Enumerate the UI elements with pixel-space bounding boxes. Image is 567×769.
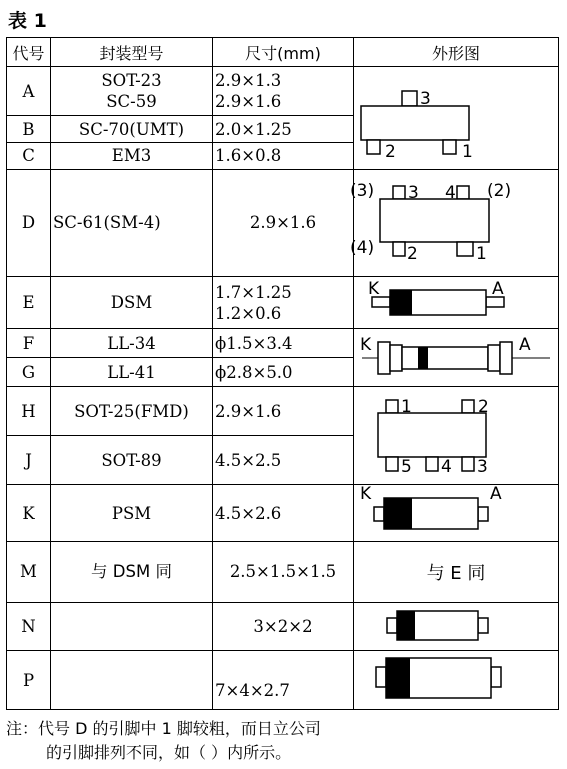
pin-label: 2 (407, 243, 418, 264)
lead (478, 507, 488, 521)
cathode-band (390, 290, 412, 315)
shape-cell-sot3 (354, 67, 559, 169)
sm4-drawing (350, 173, 556, 273)
code-cell: G (7, 358, 51, 387)
header-size: 尺寸(mm) (213, 38, 354, 67)
code-cell: K (7, 485, 51, 542)
package-cell: LL-34 (51, 329, 213, 358)
pin-label: (2) (487, 180, 512, 201)
package-cell: SOT-25(FMD) (51, 387, 213, 436)
pin-label: (3) (350, 180, 375, 201)
dsm-drawing (356, 278, 556, 328)
size-line: 1.7×1.25 (215, 282, 292, 302)
lead (374, 507, 384, 521)
pin-label: 3 (477, 456, 488, 477)
package-cell: PSM (51, 485, 213, 542)
table-row (7, 387, 559, 436)
lead (387, 618, 397, 633)
shape-cell-n (354, 602, 559, 651)
footnote-line: 注：代号 D 的引脚中 1 脚较粗，而日立公司 (6, 719, 321, 738)
lead (376, 667, 386, 687)
code-cell: M (7, 541, 51, 602)
package-body (380, 199, 489, 242)
table-row (7, 485, 559, 542)
cathode-band (384, 498, 412, 529)
shape-cell-p (354, 651, 559, 710)
header-code: 代号 (7, 38, 51, 67)
size-line: 2.9×1.3 (215, 71, 282, 91)
pin-label: 1 (462, 141, 473, 162)
footnote-line: 的引脚排列不同，如（ ）内所示。 (46, 743, 292, 762)
cathode-band (397, 611, 415, 640)
size-cell: 4.5×2.5 (213, 436, 354, 485)
table-caption: 表 1 (8, 10, 47, 32)
pin-label: 3 (408, 182, 419, 203)
pin-label: (4) (350, 237, 375, 258)
package-table (6, 37, 559, 710)
package-cell: LL-41 (51, 358, 213, 387)
table-row (7, 541, 559, 602)
pin-pad (393, 242, 405, 256)
package-line: SC-59 (106, 92, 157, 112)
code-cell: A (7, 67, 51, 116)
shape-cell-same-as-e: 与 E 同 (354, 541, 559, 602)
code-cell: D (7, 169, 51, 276)
header-shape: 外形图 (354, 38, 559, 67)
p-drawing (356, 653, 556, 707)
cathode-band (418, 347, 428, 369)
pin-pad (457, 186, 469, 199)
cathode-label: K (360, 334, 372, 355)
glass-body (402, 347, 488, 369)
code-cell: C (7, 142, 51, 169)
table-row (7, 602, 559, 651)
size-cell: ϕ2.8×5.0 (213, 358, 354, 387)
code-cell: J (7, 436, 51, 485)
size-line: 2.9×1.6 (215, 92, 282, 112)
n-drawing (356, 604, 556, 648)
package-body (378, 413, 486, 457)
size-cell: 2.5×1.5×1.5 (213, 541, 354, 602)
cathode-label: K (360, 484, 372, 505)
pin-label: 2 (385, 141, 396, 162)
code-cell: N (7, 602, 51, 651)
package-cell: SOT-89 (51, 436, 213, 485)
pin-pad (393, 186, 405, 199)
size-cell: ϕ1.5×3.4 (213, 329, 354, 358)
pin-label: 3 (420, 88, 431, 109)
end-cap (390, 345, 402, 371)
shape-cell-sot5 (354, 387, 559, 485)
table-row (7, 169, 559, 276)
shape-cell-dsm (354, 276, 559, 329)
pin-label: 1 (401, 396, 412, 417)
size-cell: 1.6×0.8 (213, 142, 354, 169)
shape-cell-sm4 (350, 169, 559, 276)
pin-label: 5 (401, 456, 412, 477)
lead (478, 618, 488, 633)
size-cell (213, 67, 354, 116)
pin-pad (457, 242, 473, 256)
mini-melf-drawing (356, 330, 556, 386)
shape-cell-mini-melf (354, 329, 559, 387)
end-cap (488, 345, 500, 371)
header-package: 封装型号 (51, 38, 213, 67)
code-cell: B (7, 116, 51, 143)
sot3-drawing (356, 68, 556, 168)
package-cell: SC-61(SM-4) (51, 169, 213, 276)
end-cap (500, 342, 512, 374)
size-cell: 2.9×1.6 (213, 169, 354, 276)
pin-pad (462, 400, 474, 413)
size-cell: 2.0×1.25 (213, 116, 354, 143)
package-cell (51, 602, 213, 651)
pin-pad (443, 140, 456, 154)
table-header-row (7, 38, 559, 67)
pin-pad (386, 457, 398, 471)
sot5-drawing (356, 388, 556, 484)
package-cell: DSM (51, 276, 213, 329)
size-cell: 3×2×2 (213, 602, 354, 651)
pin-label: 4 (445, 182, 456, 203)
cathode-label: K (368, 278, 380, 299)
size-cell: 2.9×1.6 (213, 387, 354, 436)
pin-pad (367, 140, 380, 154)
anode-label: A (519, 334, 531, 355)
anode-label: A (490, 484, 502, 505)
lead (491, 667, 501, 687)
cathode-band (386, 658, 410, 698)
size-cell: 7×4×2.7 (213, 651, 354, 710)
pin-label: 2 (478, 396, 489, 417)
pin-label: 4 (441, 456, 452, 477)
size-line: 1.2×0.6 (215, 303, 282, 323)
code-cell: F (7, 329, 51, 358)
size-cell (213, 276, 354, 329)
pin-pad (462, 457, 474, 471)
end-cap (378, 342, 390, 374)
code-cell: E (7, 276, 51, 329)
package-cell (51, 67, 213, 116)
pin-pad (386, 400, 398, 413)
table-row (7, 67, 559, 116)
table-row (7, 329, 559, 358)
package-line: SOT-23 (101, 71, 162, 91)
table-row (7, 276, 559, 329)
psm-drawing (356, 486, 556, 540)
code-cell: P (7, 651, 51, 710)
package-body (361, 106, 469, 140)
code-cell: H (7, 387, 51, 436)
pin-pad (426, 457, 438, 471)
anode-label: A (492, 278, 504, 299)
package-cell (51, 651, 213, 710)
size-cell: 4.5×2.6 (213, 485, 354, 542)
pin-label: 1 (476, 243, 487, 264)
package-cell: EM3 (51, 142, 213, 169)
package-cell: 与 DSM 同 (51, 541, 213, 602)
table-row (7, 651, 559, 710)
shape-cell-psm (354, 485, 559, 542)
pin-pad (402, 91, 417, 106)
footnote (6, 717, 321, 765)
package-cell: SC-70(UMT) (51, 116, 213, 143)
